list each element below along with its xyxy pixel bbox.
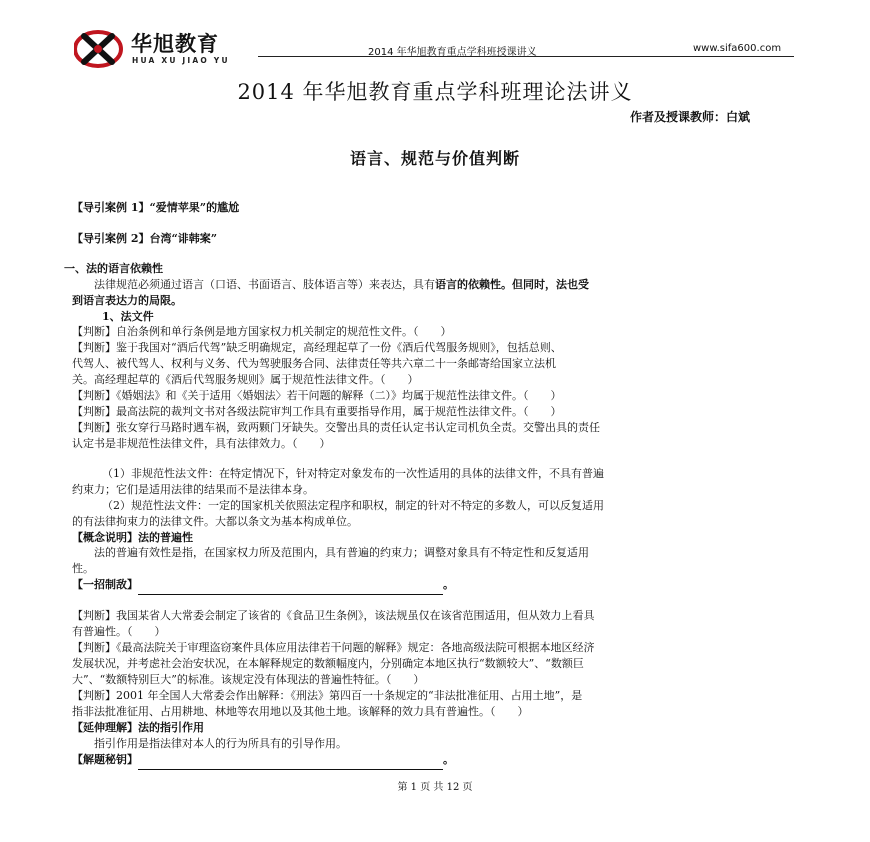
brand-logo bbox=[74, 26, 254, 70]
paragraph-line: 法律规范必须通过语言（口语、书面语言、肢体语言等）来表达，具有语言的依赖性。但同时，法也受 bbox=[94, 278, 589, 291]
paragraph-line: 到语言表达力的局限。 bbox=[72, 294, 182, 307]
judgement-line: 认定书是非规范性法律文件，具有法律效力。（ ） bbox=[72, 437, 331, 450]
answer-blank bbox=[138, 577, 443, 595]
document-subtitle: 语言、规范与价值判断 bbox=[349, 149, 520, 168]
case-2-heading: 【导引案例 2】台湾“诽韩案” bbox=[72, 232, 218, 245]
document-title: 2014 年华旭教育重点学科班理论法讲义 bbox=[237, 80, 633, 104]
document-author: 作者及授课教师：白斌 bbox=[629, 110, 750, 124]
logo-pinyin-name: HUA XU JIAO YU bbox=[132, 56, 230, 65]
case-1-heading: 【导引案例 1】“爱情苹果”的尴尬 bbox=[72, 201, 240, 214]
judgement-line: 【判断】自治条例和单行条例是地方国家权力机关制定的规范性文件。（ ） bbox=[72, 325, 452, 338]
judgement-line: 大”、“数额特别巨大”的标准。该规定没有体现法的普遍性特征。（ ） bbox=[72, 673, 425, 686]
judgement-line: 代驾人、被代驾人、权利与义务、代为驾驶服务合同、法律责任等共六章二十一条邮寄给国家立法机 bbox=[72, 357, 556, 370]
concept-line: 法的普遍有效性是指，在国家权力所及范围内，具有普遍的约束力；调整对象具有不特定性和反复适用 bbox=[94, 546, 589, 559]
judgement-line: 发展状况，并考虑社会治安状况，在本解释规定的数额幅度内，分别确定本地区执行“数额较大”、“数额巨 bbox=[72, 657, 584, 670]
extension-line: 指引作用是指法律对本人的行为所具有的引导作用。 bbox=[94, 737, 347, 750]
judgement-line: 【判断】2001 年全国人大常委会作出解释：《刑法》第四百一十条规定的“非法批准征用、占用土地”，是 bbox=[72, 689, 583, 702]
trick-2-line: 【解题秘钥】 。 bbox=[72, 752, 454, 770]
judgement-line: 【判断】鉴于我国对“酒后代驾”缺乏明确规定，高经理起草了一份《酒后代驾服务规则》，包括总则、 bbox=[72, 341, 562, 354]
logo-chinese-name: 华旭教育 bbox=[131, 32, 219, 56]
definition-line: （1）非规范性法文件：在特定情况下，针对特定对象发布的一次性适用的具体的法律文件，不具有普遍 bbox=[102, 467, 604, 480]
section-heading: 一、法的语言依赖性 bbox=[64, 262, 163, 275]
page-number: 第 1 页 共 12 页 bbox=[397, 782, 473, 793]
definition-line: 约束力；它们是适用法律的结果而不是法律本身。 bbox=[72, 483, 314, 496]
judgement-line: 【判断】《婚姻法》和《关于适用〈婚姻法〉若干问题的解释（二）》均属于规范性法律文件。（ ） bbox=[72, 389, 562, 402]
judgement-line: 指非法批准征用、占用耕地、林地等农用地以及其他土地。该解释的效力具有普遍性。（ ） bbox=[72, 705, 529, 718]
definition-line: 的有法律拘束力的法律文件。大都以条文为基本构成单位。 bbox=[72, 515, 358, 528]
definition-line: （2）规范性法文件：一定的国家机关依照法定程序和职权，制定的针对不特定的多数人，可以反复适用 bbox=[102, 499, 604, 512]
brand-logo-icon bbox=[74, 28, 126, 68]
judgement-line: 关。高经理起草的《酒后代驾服务规则》属于规范性法律文件。（ ） bbox=[72, 373, 419, 386]
judgement-line: 有普遍性。（ ） bbox=[72, 625, 166, 638]
subsection-heading: 1、法文件 bbox=[102, 310, 154, 323]
judgement-line: 【判断】最高法院的裁判文书对各级法院审判工作具有重要指导作用，属于规范性法律文件。（ ） bbox=[72, 405, 562, 418]
judgement-line: 【判断】张女穿行马路时遇车祸，致两颗门牙缺失。交警出具的责任认定书认定司机负全责。交警出具的责任 bbox=[72, 421, 600, 434]
answer-blank bbox=[138, 752, 443, 770]
header-course-title: 2014 年华旭教育重点学科班授课讲义 bbox=[368, 47, 537, 58]
concept-line: 性。 bbox=[72, 562, 94, 575]
header-divider bbox=[258, 56, 794, 57]
judgement-line: 【判断】我国某省人大常委会制定了该省的《食品卫生条例》，该法规虽仅在该省范围适用，但从效力上看具 bbox=[72, 609, 595, 622]
judgement-line: 【判断】《最高法院关于审理盗窃案件具体应用法律若干问题的解释》规定：各地高级法院可根据本地区经济 bbox=[72, 641, 595, 654]
header-website: www.sifa600.com bbox=[693, 43, 782, 54]
extension-heading: 【延伸理解】法的指引作用 bbox=[72, 721, 204, 734]
trick-1-line: 【一招制敌】 。 bbox=[72, 577, 454, 595]
concept-heading: 【概念说明】法的普遍性 bbox=[72, 531, 193, 544]
